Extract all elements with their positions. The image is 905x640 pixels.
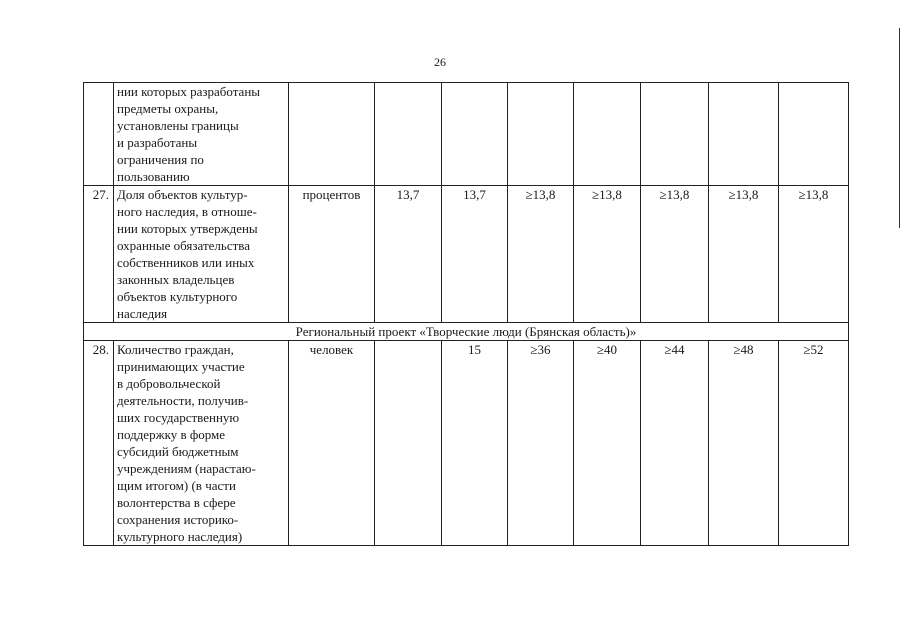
value-cell xyxy=(709,83,779,186)
page-number: 26 xyxy=(434,55,446,69)
value-cell xyxy=(779,83,849,186)
indicator-name-line: охранные обязательства xyxy=(117,238,251,253)
row-number-cell: 28. xyxy=(84,341,114,546)
value-cell: ≥44 xyxy=(641,341,709,546)
value-cell xyxy=(375,341,442,546)
indicator-name-line: пользованию xyxy=(117,169,190,184)
section-header-row xyxy=(84,323,849,341)
value-cell: ≥13,8 xyxy=(779,186,849,323)
indicator-name-line: культурного наследия) xyxy=(117,529,243,544)
indicator-name-cell xyxy=(114,186,289,323)
scan-edge-line xyxy=(899,28,900,228)
indicator-name-line: щим итогом) (в части xyxy=(117,478,236,493)
value-cell: ≥13,8 xyxy=(508,186,574,323)
indicators-table xyxy=(83,82,849,546)
value-cell xyxy=(641,83,709,186)
indicator-name-line: установлены границы xyxy=(117,118,239,133)
indicator-name-line: ного наследия, в отноше- xyxy=(117,204,257,219)
value-cell: ≥40 xyxy=(574,341,641,546)
indicator-name-line: принимающих участие xyxy=(117,359,245,374)
value-cell xyxy=(442,83,508,186)
indicator-name-line: волонтерства в сфере xyxy=(117,495,236,510)
table-row-28 xyxy=(84,341,849,546)
value-cell: ≥13,8 xyxy=(709,186,779,323)
row-number-cell: 27. xyxy=(84,186,114,323)
indicator-name-line: собственников или иных xyxy=(117,255,255,270)
indicator-name-line: ограничения по xyxy=(117,152,204,167)
value-cell: 13,7 xyxy=(375,186,442,323)
value-cell: ≥13,8 xyxy=(574,186,641,323)
indicator-name-line: нии которых утверждены xyxy=(117,221,258,236)
indicator-name-cell xyxy=(114,341,289,546)
indicator-name-line: наследия xyxy=(117,306,168,321)
indicator-name-line: Доля объектов культур- xyxy=(117,187,248,202)
indicator-name-line: законных владельцев xyxy=(117,272,235,287)
value-cell: 13,7 xyxy=(442,186,508,323)
value-cell: ≥36 xyxy=(508,341,574,546)
value-cell xyxy=(375,83,442,186)
table-row-continuation xyxy=(84,83,849,186)
indicator-name-line: Количество граждан, xyxy=(117,342,234,357)
row-number-cell xyxy=(84,83,114,186)
indicator-name-line: в добровольческой xyxy=(117,376,221,391)
value-cell xyxy=(574,83,641,186)
indicator-name-line: деятельности, получив- xyxy=(117,393,249,408)
indicator-name-line: нии которых разработаны xyxy=(117,84,261,99)
indicator-name-line: предметы охраны, xyxy=(117,101,219,116)
indicator-name-line: учреждениям (нарастаю- xyxy=(117,461,256,476)
indicator-name-line: сохранения историко- xyxy=(117,512,239,527)
table-row-27 xyxy=(84,186,849,323)
value-cell: ≥52 xyxy=(779,341,849,546)
indicator-name-cell xyxy=(114,83,289,186)
unit-cell xyxy=(289,83,375,186)
value-cell: ≥13,8 xyxy=(641,186,709,323)
indicator-name-line: и разработаны xyxy=(117,135,198,150)
section-title: Региональный проект «Творческие люди (Брянская область)» xyxy=(84,323,849,341)
unit-cell: человек xyxy=(289,341,375,546)
value-cell: 15 xyxy=(442,341,508,546)
indicator-name-line: субсидий бюджетным xyxy=(117,444,239,459)
indicator-name-line: ших государственную xyxy=(117,410,240,425)
indicator-name-line: поддержку в форме xyxy=(117,427,226,442)
indicator-name-line: объектов культурного xyxy=(117,289,238,304)
value-cell xyxy=(508,83,574,186)
value-cell: ≥48 xyxy=(709,341,779,546)
unit-cell: процентов xyxy=(289,186,375,323)
